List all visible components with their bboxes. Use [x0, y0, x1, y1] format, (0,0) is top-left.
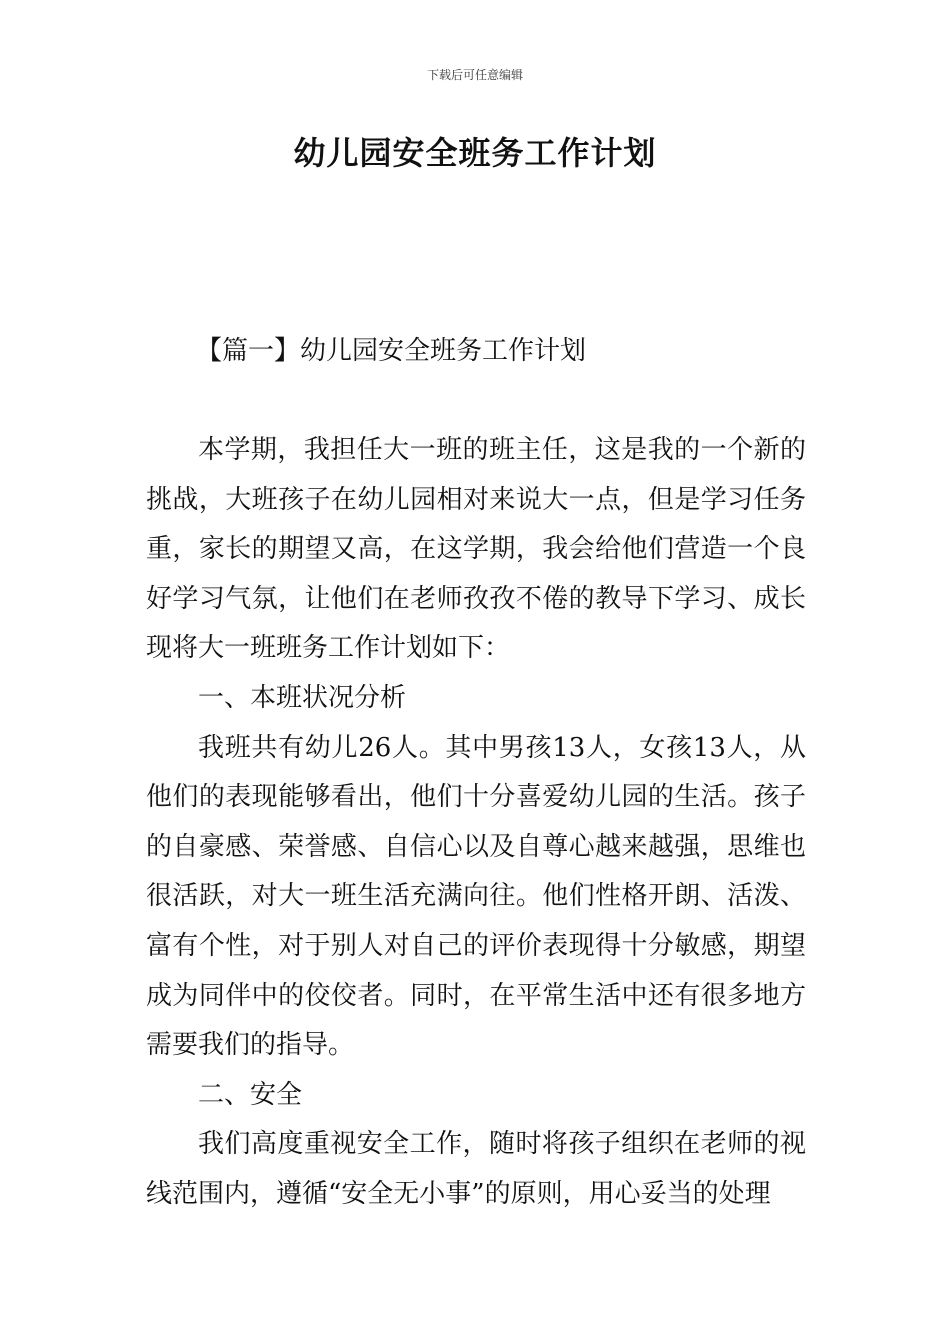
- heading-safety: 二、安全: [198, 1079, 303, 1110]
- document-body: [146, 426, 806, 1220]
- paragraph-class-analysis: 我班共有幼儿26人。其中男孩13人，女孩13人，从他们的表现能够看出，他们十分喜爱幼儿园的生活。孩子的自豪感、荣誉感、自信心以及自尊心越来越强，思维也很活跃，对大一班生活充满向往。他们性格开朗、活泼、富有个性，对于别人对自己的评价表现得十分敏感，期望成为同伴中的佼佼者。同时，在平常生活中还有很多地方需要我们的指导。: [146, 732, 806, 1061]
- document-title: 幼儿园安全班务工作计划: [293, 134, 657, 172]
- section-title: 【篇一】幼儿园安全班务工作计划: [196, 336, 587, 366]
- paragraph-safety: 我们高度重视安全工作，随时将孩子组织在老师的视线范围内，遵循“安全无小事”的原则，用心妥当的处理: [146, 1129, 806, 1209]
- header-note: 下载后可任意编辑: [426, 68, 523, 82]
- heading-class-analysis: 一、本班状况分析: [198, 682, 407, 713]
- paragraph-intro: 本学期，我担任大一班的班主任，这是我的一个新的挑战，大班孩子在幼儿园相对来说大一点，但是学习任务重，家长的期望又高，在这学期，我会给他们营造一个良好学习气氛，让他们在老师孜孜不倦的教导下学习、成长现将大一班班务工作计划如下：: [146, 435, 806, 664]
